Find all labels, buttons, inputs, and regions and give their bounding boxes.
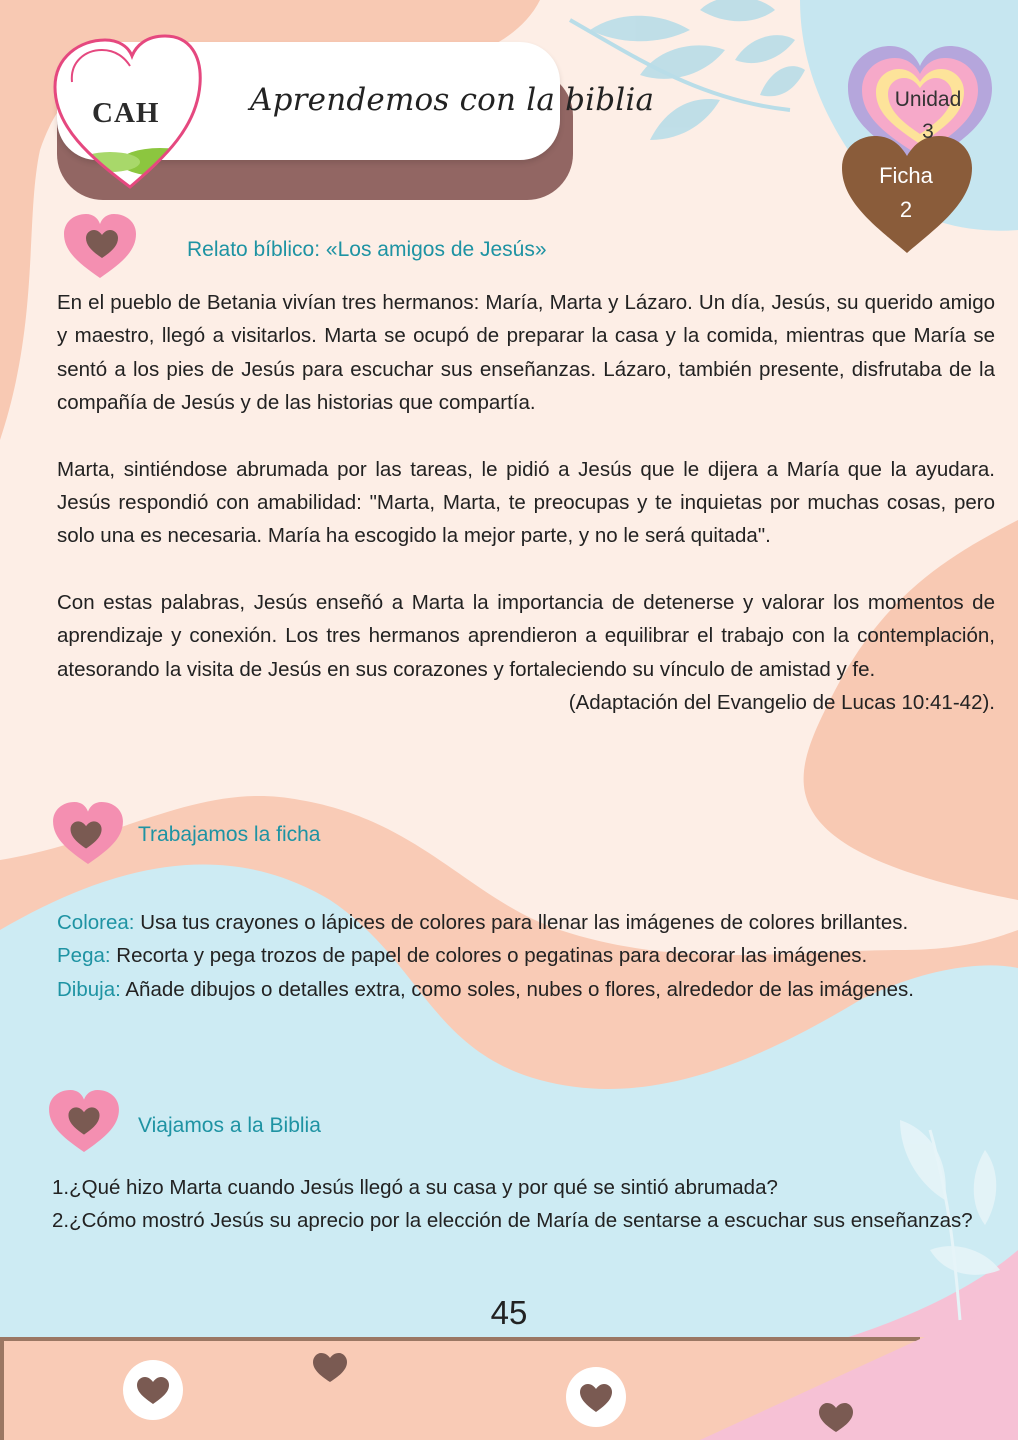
question-item: 1.¿Qué hizo Marta cuando Jesús llegó a su casa y por qué se sintió abrumada? <box>52 1176 778 1199</box>
story-source: (Adaptación del Evangelio de Lucas 10:41-42). <box>568 691 995 715</box>
bible-questions <box>52 1171 996 1238</box>
instruction-item <box>57 939 999 972</box>
instruction-item <box>57 906 999 939</box>
unit-number: 3 <box>922 120 934 143</box>
sheet-label-text: Ficha <box>879 163 933 188</box>
page-number: 45 <box>490 1294 528 1331</box>
instruction-text: Usa tus crayones o lápices de colores para llenar las imágenes de colores brillantes. <box>134 911 909 934</box>
bible-title: Viajamos a la Biblia <box>138 1114 321 1137</box>
story-paragraph: Marta, sintiéndose abrumada por las tareas, le pidió a Jesús que le dijera a María que la ayudara. Jesús respondió con amabilidad: "Marta, Marta, te preocupas y te inquietas por muchas cosas, pero solo una es necesaria. María ha escogido la mejor parte, y no le será quitada". <box>57 457 995 548</box>
footer-decoration <box>0 1340 1018 1440</box>
worksheet-title: Trabajamos la ficha <box>138 823 321 846</box>
page-title: Aprendemos con la biblia <box>250 82 655 118</box>
worksheet-instructions <box>57 906 999 1006</box>
instruction-item <box>57 973 999 1006</box>
heart-icon <box>46 1088 122 1154</box>
sheet-label <box>856 159 956 227</box>
logo-text: CAH <box>92 97 160 129</box>
story-title: Relato bíblico: «Los amigos de Jesús» <box>187 238 547 261</box>
heart-icon <box>62 212 138 280</box>
instruction-label: Dibuja: <box>57 977 121 1001</box>
story-paragraph: En el pueblo de Betania vivían tres hermanos: María, Marta y Lázaro. Un día, Jesús, su querido amigo y maestro, llegó a visitarlos. Marta se ocupó de preparar la casa y la comida, mientras que María se sentó a los pies de Jesús para escuchar sus enseñanzas. Lázaro, también presente, disfrutaba de la compañía de Jesús y de las historias que compartía. <box>57 291 995 415</box>
unit-label-text: Unidad <box>894 88 962 111</box>
story-body <box>57 286 995 719</box>
sheet-number: 2 <box>899 197 913 222</box>
instruction-text: Añade dibujos o detalles extra, como soles, nubes o flores, alrededor de las imágenes. <box>120 977 914 1001</box>
instruction-text: Recorta y pega trozos de papel de colores o pegatinas para decorar las imágenes. <box>110 944 868 968</box>
question-item: 2.¿Cómo mostró Jesús su aprecio por la elección de María de sentarse a escuchar sus enseñanzas? <box>52 1209 973 1233</box>
instruction-label: Colorea: <box>57 911 135 934</box>
story-paragraph: Con estas palabras, Jesús enseñó a Marta la importancia de detenerse y valorar los momentos de aprendizaje y conexión. Los tres hermanos aprendieron a equilibrar el trabajo con la contemplación, atesorando la visita de Jesús en sus corazones y fortaleciendo su vínculo de amistad y fe. <box>57 590 995 681</box>
instruction-label: Pega: <box>57 944 111 968</box>
unit-label <box>878 84 978 148</box>
heart-icon <box>50 800 126 866</box>
